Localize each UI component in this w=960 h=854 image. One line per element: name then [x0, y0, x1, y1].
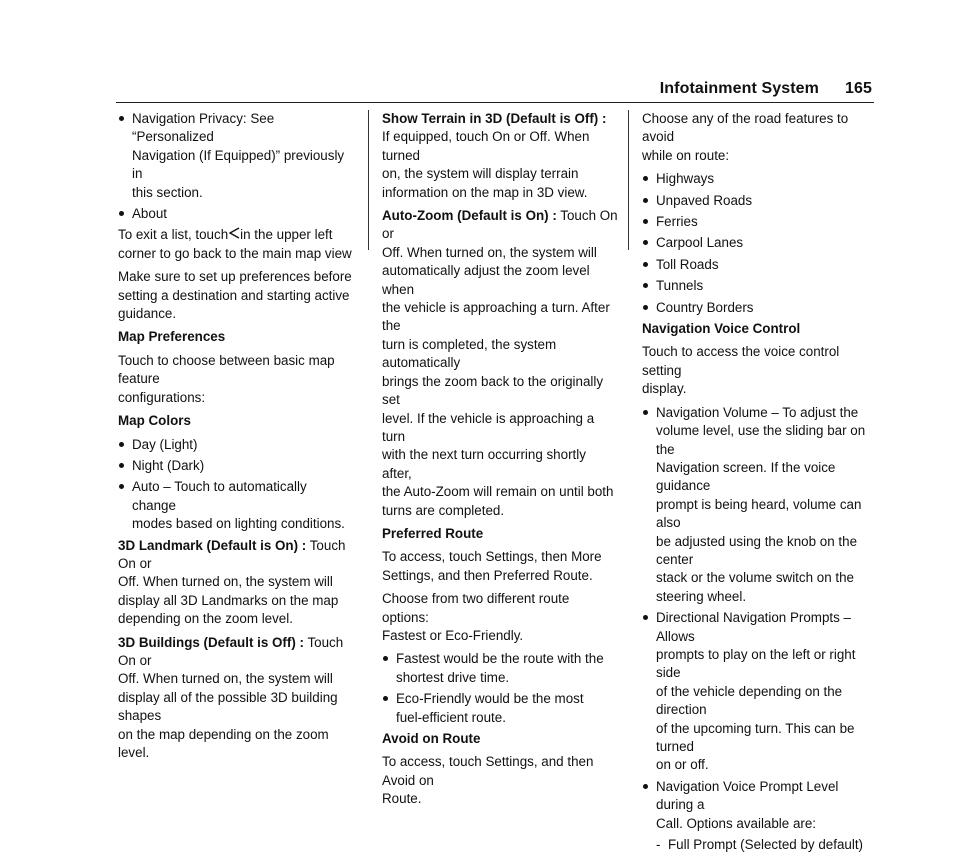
paragraph — [642, 110, 878, 165]
paragraph — [118, 537, 354, 629]
text-line: of the vehicle depending on the direction — [656, 683, 843, 718]
text-line: Night (Dark) — [132, 457, 205, 473]
paragraph — [382, 590, 618, 645]
text-line: Off. When turned on, the system will — [382, 244, 597, 260]
list-item — [642, 299, 878, 317]
text-line: If equipped, touch On or Off. When turned — [382, 129, 590, 163]
paragraph — [382, 207, 618, 520]
list-item — [118, 436, 354, 454]
text-line: prompts to play on the left or right side — [656, 646, 856, 681]
text-line: level. If the vehicle is approaching a turn — [382, 410, 595, 444]
text-line: Directional Navigation Prompts – Allows — [656, 610, 851, 644]
text-line: Country Borders — [656, 299, 754, 315]
column-1 — [118, 110, 354, 767]
text-line: be adjusted using the knob on the center — [656, 533, 858, 567]
inline-heading: 3D Buildings (Default is Off) : — [118, 634, 304, 650]
text-line: Tunnels — [656, 278, 704, 294]
text-line: fuel-efficient route. — [396, 709, 506, 725]
section-title: Infotainment System — [659, 80, 819, 97]
column-2 — [382, 110, 618, 814]
list-item — [382, 650, 618, 687]
sub-list-item — [642, 836, 878, 854]
subheading: Map Colors — [118, 413, 191, 429]
text-line: Fastest would be the route with the — [396, 651, 604, 667]
inline-heading: 3D Landmark (Default is On) : — [118, 537, 307, 553]
text-line: Route. — [382, 791, 422, 807]
text-line: configurations: — [118, 389, 206, 405]
list-item — [642, 404, 878, 606]
list-item — [642, 234, 878, 252]
text-line: Touch to choose between basic map feature — [118, 352, 335, 387]
text-line: this section. — [132, 184, 203, 200]
text-line: Touch On or — [118, 537, 346, 571]
back-arrow-icon — [228, 226, 240, 244]
text-line: while on route: — [642, 147, 730, 163]
text-line: depending on the zoom level. — [118, 611, 293, 627]
paragraph — [642, 343, 878, 398]
text-line: Fastest or Eco-Friendly. — [382, 627, 524, 643]
text-line: Make sure to set up preferences before — [118, 269, 352, 285]
text-line: Choose any of the road features to avoid — [642, 111, 849, 145]
text-line: Choose from two different route options: — [382, 591, 570, 625]
text-line: the vehicle is approaching a turn. After the — [382, 300, 610, 334]
text-line: modes based on lighting conditions. — [132, 516, 345, 532]
list-item — [642, 213, 878, 231]
subheading: Preferred Route — [382, 525, 484, 541]
list-item — [642, 256, 878, 274]
paragraph — [382, 548, 618, 585]
text-line: guidance. — [118, 306, 177, 322]
text-line: Highways — [656, 171, 715, 187]
subheading: Map Preferences — [118, 329, 226, 345]
text-line: Toll Roads — [656, 256, 719, 272]
text-line: Navigation Volume – To adjust the — [656, 404, 859, 420]
text-line: Off. When turned on, the system will — [118, 574, 333, 590]
text-line: steering wheel. — [656, 588, 747, 604]
text-line: Settings, and then Preferred Route. — [382, 567, 593, 583]
text-line: display all 3D Landmarks on the map — [118, 592, 339, 608]
text-line: To exit a list, touch — [118, 227, 229, 243]
paragraph — [118, 352, 354, 407]
text-line: on, the system will display terrain — [382, 166, 579, 182]
text-line: brings the zoom back to the originally set — [382, 373, 604, 408]
paragraph — [118, 634, 354, 763]
text-line: Touch On or — [382, 208, 618, 242]
text-line: display all of the possible 3D building shapes — [118, 689, 338, 724]
list-item — [642, 277, 878, 295]
text-line: Touch to access the voice control setting — [642, 344, 840, 378]
text-line: Full Prompt (Selected by default) — [668, 837, 863, 853]
text-line: turn is completed, the system automatically — [382, 336, 557, 371]
text-line: in the upper left — [240, 227, 333, 243]
list-item — [118, 457, 354, 475]
text-line: volume level, use the sliding bar on the — [656, 423, 866, 457]
text-line: To access, touch Settings, and then Avoid on — [382, 754, 594, 788]
text-line: Call. Options available are: — [656, 815, 817, 831]
text-line: information on the map in 3D view. — [382, 184, 588, 200]
list-item — [118, 205, 354, 223]
paragraph — [118, 268, 354, 323]
subheading: Avoid on Route — [382, 731, 481, 746]
text-line: setting a destination and starting active — [118, 287, 350, 303]
text-line: Eco-Friendly would be the most — [396, 691, 584, 707]
list-item — [118, 110, 354, 202]
paragraph — [382, 110, 618, 202]
text-line: Navigation Privacy: See “Personalized — [132, 111, 275, 145]
header-rule — [116, 102, 874, 103]
text-line: Unpaved Roads — [656, 192, 753, 208]
text-line: Carpool Lanes — [656, 235, 744, 251]
text-line: Auto – Touch to automatically change — [132, 479, 307, 513]
text-line: automatically adjust the zoom level when — [382, 263, 590, 297]
column-divider-1 — [368, 110, 369, 250]
text-line: Day (Light) — [132, 436, 198, 452]
paragraph — [382, 753, 618, 808]
text-line: Off. When turned on, the system will — [118, 671, 333, 687]
text-line: To access, touch Settings, then More — [382, 549, 602, 565]
page-number: 165 — [845, 80, 872, 97]
text-line: About — [132, 206, 167, 222]
text-line: shortest drive time. — [396, 669, 510, 685]
text-line: Ferries — [656, 214, 698, 230]
text-line: of the upcoming turn. This can be turned — [656, 720, 855, 754]
text-line: Navigation (If Equipped)” previously in — [132, 147, 345, 182]
text-line: prompt is being heard, volume can also — [656, 496, 862, 531]
inline-heading: Show Terrain in 3D (Default is Off) : — [382, 111, 607, 126]
subheading: Navigation Voice Control — [642, 321, 801, 337]
page-header — [660, 80, 872, 98]
text-line: Navigation screen. If the voice guidance — [656, 459, 836, 494]
text-line: on the map depending on the zoom level. — [118, 726, 329, 760]
paragraph — [118, 226, 354, 263]
list-item — [642, 170, 878, 188]
list-item — [642, 192, 878, 210]
text-line: turns are completed. — [382, 502, 505, 518]
column-divider-2 — [628, 110, 629, 250]
list-item — [642, 609, 878, 775]
text-line: the Auto-Zoom will remain on until both — [382, 484, 614, 500]
text-line: display. — [642, 381, 687, 397]
text-line: Navigation Voice Prompt Level during a — [656, 778, 839, 813]
text-line: Touch On or — [118, 634, 344, 668]
column-3 — [642, 110, 878, 854]
list-item — [382, 690, 618, 727]
text-line: corner to go back to the main map view — [118, 245, 352, 261]
text-line: on or off. — [656, 757, 709, 773]
list-item — [642, 778, 878, 833]
text-line: stack or the volume switch on the — [656, 570, 854, 586]
list-item — [118, 478, 354, 533]
text-line: with the next turn occurring shortly after, — [382, 447, 586, 481]
inline-heading: Auto-Zoom (Default is On) : — [382, 208, 557, 224]
